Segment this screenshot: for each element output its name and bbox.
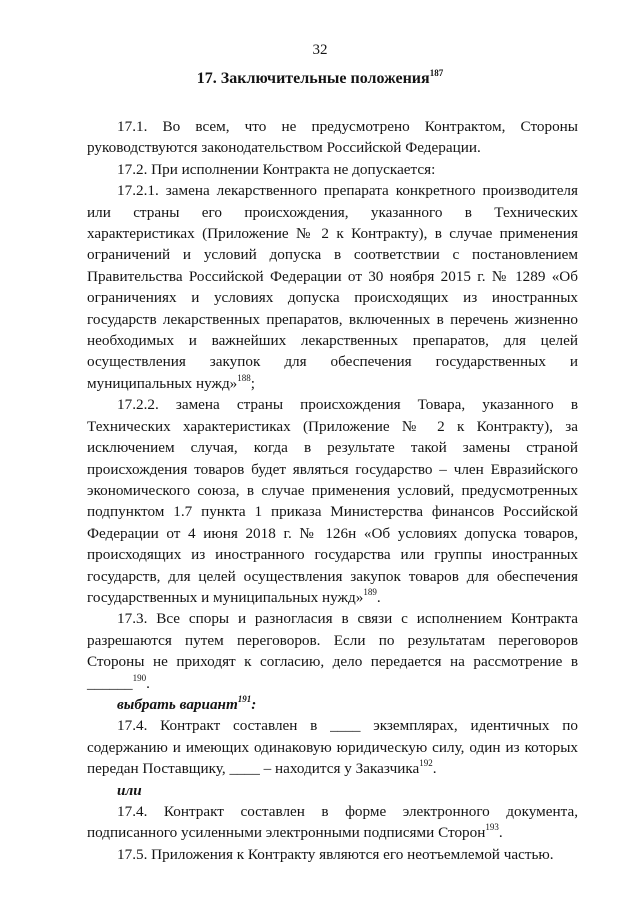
footnote-ref: 187 xyxy=(429,68,444,78)
paragraph-text: 17.3. Все споры и разногласия в связи с исполнением Контракта разрешаются путем переговоров. Если по результатам переговоров Стороны не приходят к согласию, дело передается на рассмотрение в ______ xyxy=(87,610,578,692)
paragraph-text: выбрать вариант xyxy=(117,695,238,713)
page-number: 32 xyxy=(312,42,328,58)
section-heading xyxy=(0,70,640,88)
paragraph-tail: ; xyxy=(250,374,256,392)
paragraph-tail: : xyxy=(251,695,257,713)
choose-variant-label xyxy=(87,694,578,715)
footnote-ref: 189 xyxy=(363,586,377,597)
paragraph-text: 17.1. Во всем, что не предусмотрено Контрактом, Стороны руководствуются законодательством Российской Федерации. xyxy=(87,118,578,157)
footnote-ref: 193 xyxy=(485,822,499,833)
paragraph-text: 17.2. При исполнении Контракта не допускается: xyxy=(117,160,436,178)
footnote-ref: 191 xyxy=(237,693,252,704)
paragraph-text: или xyxy=(117,781,142,799)
paragraph-17-2-2 xyxy=(87,394,578,608)
paragraph-text: 17.4. Контракт составлен в форме электронного документа, подписанного усиленными электронными подписями Сторон xyxy=(87,803,578,842)
paragraph-text: 17.5. Приложения к Контракту являются его неотъемлемой частью. xyxy=(117,845,554,863)
paragraph-17-2-1 xyxy=(87,180,578,394)
document-body xyxy=(87,116,578,865)
section-heading-text: 17. Заключительные положения xyxy=(196,70,430,87)
paragraph-text: 17.2.1. замена лекарственного препарата конкретного производителя или страны его происхождения, указанного в Технических характеристиках (Приложение № 2 к Контракту), в случае применения ограничений и условий допуска в соответствии с постановлением Правительства Российской Федерации от 30 ноября 2015 г. № 1289 «Об ограничениях и условиях допуска происходящих из иностранных государств лекарственных препаратов, включенных в перечень жизненно необходимых и важнейших лекарственных препаратов, для целей осуществления закупок для обеспечения государственных и муниципальных нужд» xyxy=(87,182,578,392)
or-label xyxy=(87,780,578,801)
paragraph-tail: . xyxy=(376,588,381,606)
paragraph-text: 17.2.2. замена страны происхождения Товара, указанного в Технических характеристиках (Приложение № 2 к Контракту), за исключением случая, когда в результате такой замены страной происхождения товаров будет являться государство – член Евразийского экономического союза, в случае применения условий, предусмотренных подпунктом 1.7 пункта 1 приказа Министерства финансов Российской Федерации от 4 июня 2018 г. № 126н «Об условиях допуска товаров, происходящих из иностранного государства или группы иностранных государств, для целей осуществления закупок товаров для обеспечения государственных и муниципальных нужд» xyxy=(87,396,578,606)
paragraph-17-4-variant-a xyxy=(87,715,578,779)
footnote-ref: 190 xyxy=(132,672,147,683)
paragraph-tail: . xyxy=(146,674,150,692)
paragraph-17-4-variant-b xyxy=(87,801,578,844)
paragraph-17-1 xyxy=(87,116,578,159)
paragraph-tail: . xyxy=(432,760,437,778)
paragraph-text: 17.4. Контракт составлен в ____ экземплярах, идентичных по содержанию и имеющих одинаковую юридическую силу, один из которых передан Поставщику, ____ – находится у Заказчика xyxy=(87,717,578,778)
footnote-ref: 192 xyxy=(419,758,433,769)
paragraph-tail: . xyxy=(498,824,503,842)
paragraph-17-2 xyxy=(87,159,578,180)
paragraph-17-3 xyxy=(87,608,578,694)
footnote-ref: 188 xyxy=(237,372,251,383)
paragraph-17-5 xyxy=(87,844,578,865)
